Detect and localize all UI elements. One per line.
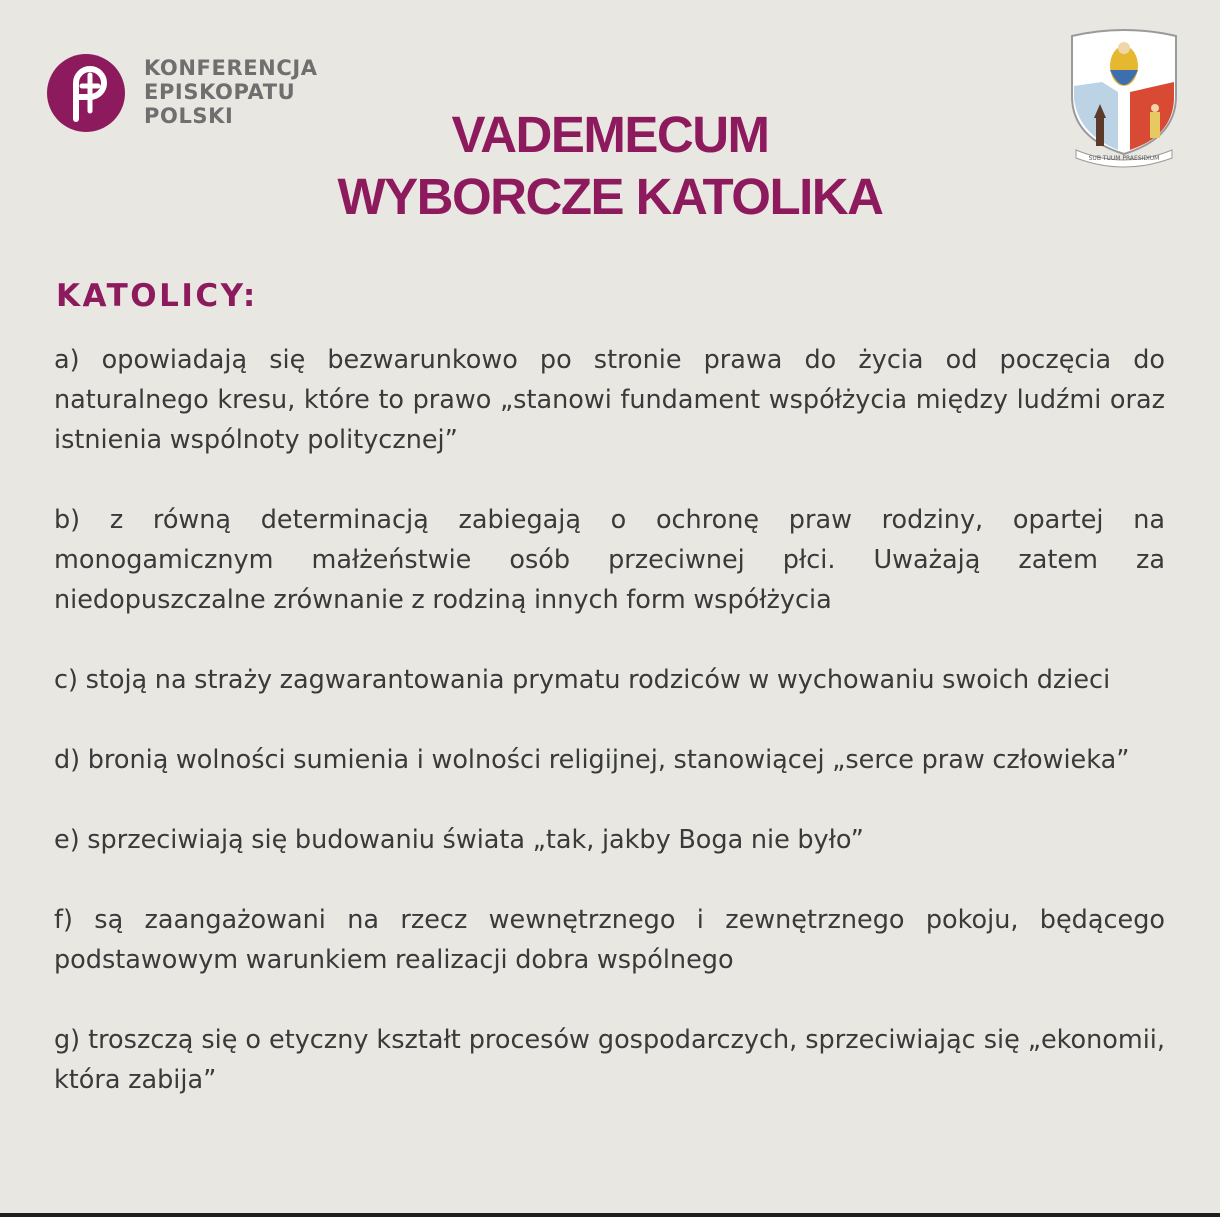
section-heading: KATOLICY: (56, 278, 258, 314)
list-item-e: e) sprzeciwiają się budowaniu świata „tak, jakby Boga nie było” (54, 825, 864, 855)
list-item-b: b) z równą determinacją zabiegają o ochronę praw rodziny, opartej na monogamicznym małżeństwie osób przeciwnej płci. Uważają zatem za niedopuszczalne zrównanie z rodziną innych form współżycia (54, 505, 1165, 615)
logo-line-1: KONFERENCJA (144, 56, 318, 80)
coat-motto: SUB TUUM PRAESIDIUM (1088, 155, 1160, 162)
logo-line-2: EPISKOPATU (144, 80, 296, 104)
bottom-border (0, 1213, 1220, 1217)
principles-list (54, 340, 1165, 1100)
page-title (0, 104, 1220, 228)
list-item-g: g) troszczą się o etyczny kształt procesów gospodarczych, sprzeciwiając się „ekonomii, która zabija” (54, 1025, 1165, 1095)
list-item-f: f) są zaangażowani na rzecz wewnętrznego i zewnętrznego pokoju, będącego podstawowym warunkiem realizacji dobra wspólnego (54, 905, 1165, 975)
title-line-2: WYBORCZE KATOLIKA (337, 168, 883, 225)
title-line-1: VADEMECUM (451, 106, 769, 163)
logo-line-3: POLSKI (144, 104, 234, 128)
list-item-a: a) opowiadają się bezwarunkowo po stronie prawa do życia od poczęcia do naturalnego kresu, które to prawo „stanowi fundament współżycia między ludźmi oraz istnienia wspólnoty politycznej” (54, 345, 1165, 455)
list-item-d: d) bronią wolności sumienia i wolności religijnej, stanowiącej „serce praw człowieka” (54, 745, 1130, 775)
list-item-c: c) stoją na straży zagwarantowania prymatu rodziców w wychowaniu swoich dzieci (54, 665, 1111, 695)
